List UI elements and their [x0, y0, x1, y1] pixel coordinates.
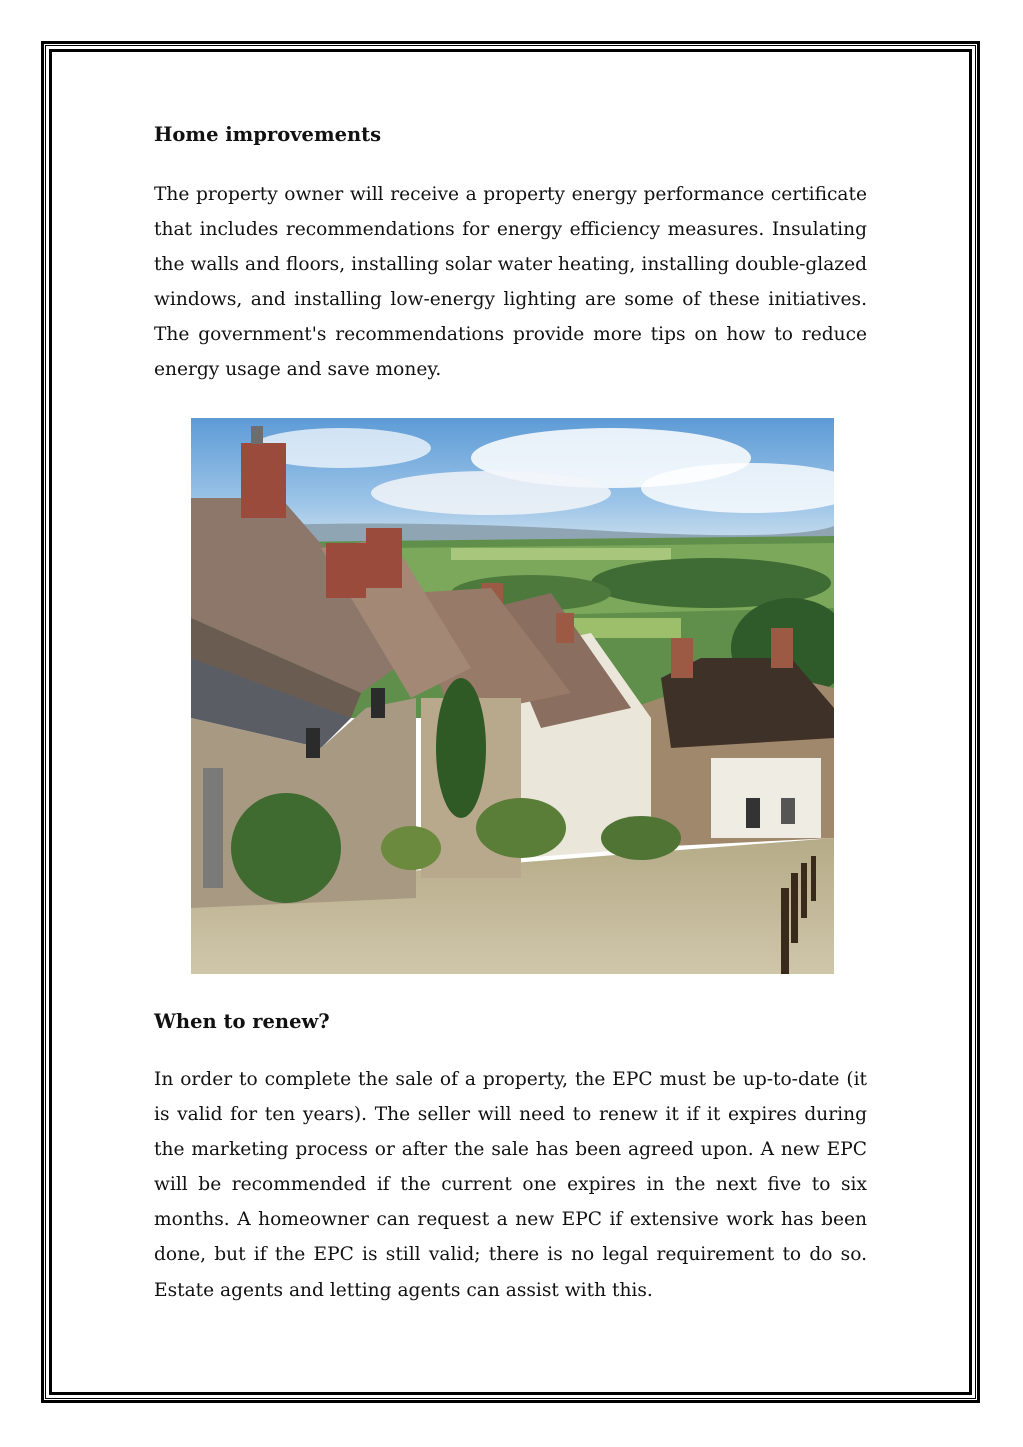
section-heading-when-to-renew: When to renew?: [154, 1010, 330, 1033]
section-heading-home-improvements: Home improvements: [154, 123, 382, 146]
cottages-village-photo: [191, 418, 834, 974]
section-paragraph-when-to-renew: In order to complete the sale of a property, the EPC must be up-to-date (it is valid for ten years). The seller will need to renew it if it expires during the marketing process or after the sale has been agreed upon. A new EPC will be recommended if the current one expires in the next five to six months. A homeowner can request a new EPC if extensive work has been done, but if the EPC is still valid; there is no legal requirement to do so. Estate agents and letting agents can assist with this.: [154, 1069, 867, 1301]
section-paragraph-home-improvements: The property owner will receive a property energy performance certificate that includes recommendations for energy efficiency measures. Insulating the walls and floors, installing solar water heating, installing double-glazed windows, and installing low-energy lighting are some of these initiatives. The government's recommendations provide more tips on how to reduce energy usage and save money.: [154, 184, 867, 381]
